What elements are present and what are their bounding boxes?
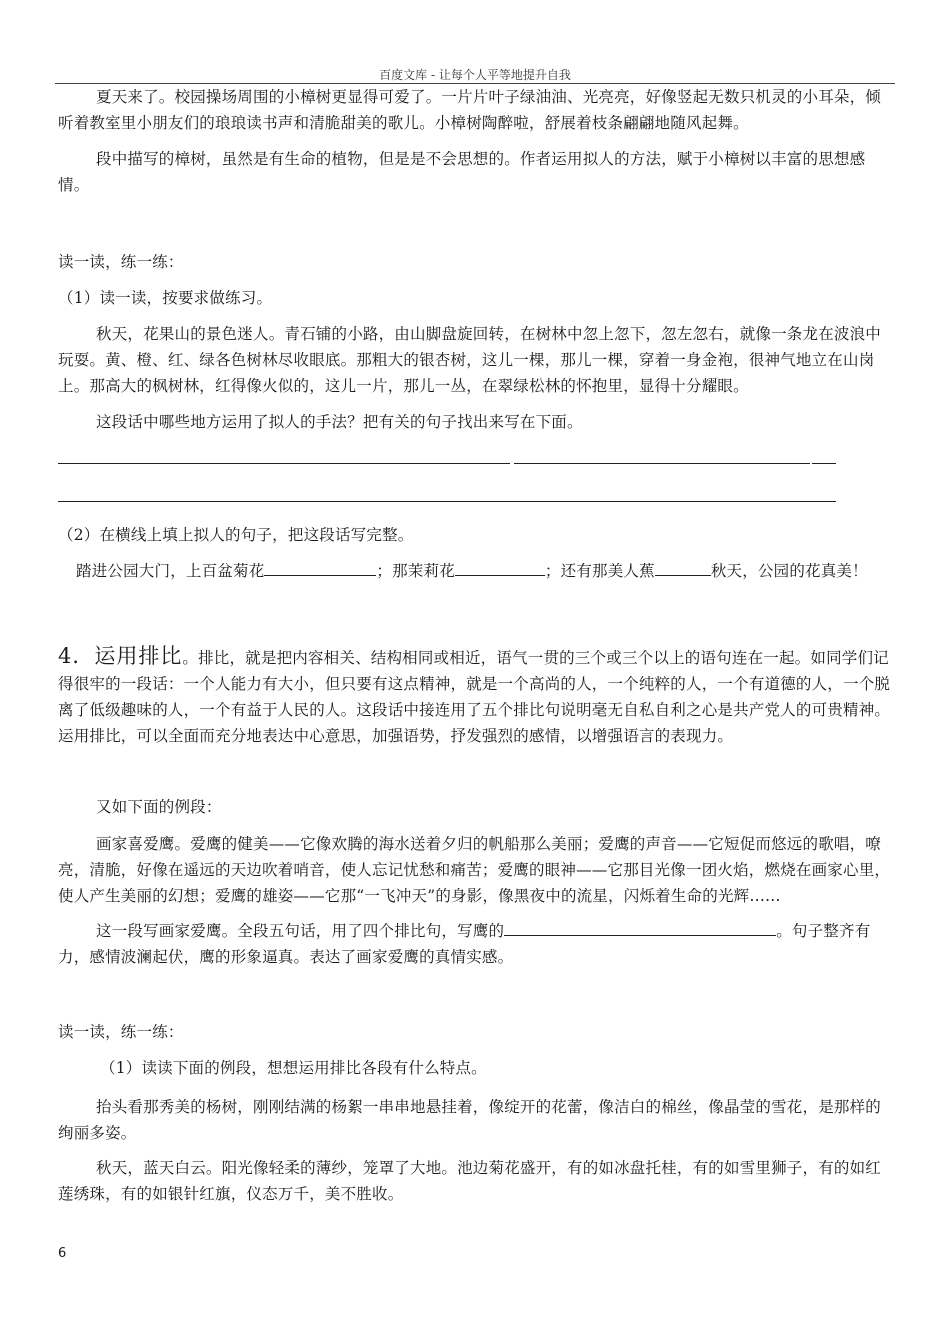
question-3-label: （1）读读下面的例段，想想运用排比各段有什么特点。 <box>100 1059 487 1077</box>
poplar-passage: 抬头看那秀美的杨树，刚刚结满的杨絮一串串地悬挂着，像绽开的花蕾，像洁白的棉丝，像晶莹的雪花，是那样的绚丽多姿。 <box>58 1098 882 1142</box>
page-number: 6 <box>58 1246 67 1261</box>
fill-part-chrysanthemum: 踏进公园大门，上百盆菊花 <box>76 562 265 580</box>
section-4-heading: 4．运用排比 <box>58 644 183 668</box>
blank-eagle-features[interactable] <box>504 919 776 936</box>
question-1-passage: 秋天，花果山的景色迷人。青石铺的小路，由山脚盘旋回转，在树林中忽上忽下，忽左忽右，就像一条龙在波浪中玩耍。黄、橙、红、绿各色树林尽收眼底。那粗大的银杏树，这儿一棵，那儿一棵，穿着一身金袍，很神气地立在山岗上。那高大的枫树林，红得像火似的，这儿一片，那儿一丛，在翠绿松林的怀抱里，显得十分耀眼。 <box>58 325 882 395</box>
fill-part-jasmine: ；那茉莉花 <box>376 562 455 580</box>
page-header: 百度文库 - 让每个人平等地提升自我 <box>379 68 571 82</box>
blank-canna[interactable] <box>655 559 711 576</box>
answer-line-1b[interactable] <box>514 463 810 464</box>
eagle-comment <box>58 918 892 970</box>
blank-jasmine[interactable] <box>455 559 545 576</box>
practice-heading-2: 读一读，练一练： <box>58 1023 184 1041</box>
section-4-intro: 。排比，就是把内容相关、结构相同或相近，语气一贯的三个或三个以上的语句连在一起。如同学们记得很牢的一段话：一个人能力有大小，但只要有这点精神，就是一个高尚的人，一个纯粹的人，一个有道德的人，一个脱离了低级趣味的人，一个有益于人民的人。这段话中接连用了五个排比句说明毫无自私自利之心是共产党人的可贵精神。运用排比，可以全面而充分地表达中心意思，加强语势，抒发强烈的感情，以增强语言的表现力。 <box>58 649 891 745</box>
eagle-comment-start: 这一段写画家爱鹰。全段五句话，用了四个排比句，写鹰的 <box>96 922 505 940</box>
question-1-prompt: 这段话中哪些地方运用了拟人的手法？把有关的句子找出来写在下面。 <box>96 413 583 431</box>
example-intro: 又如下面的例段： <box>96 798 222 816</box>
question-2-label: （2）在横线上填上拟人的句子，把这段话写完整。 <box>58 526 414 544</box>
fill-part-canna: ；还有那美人蕉 <box>544 562 655 580</box>
question-1-label: （1）读一读，按要求做练习。 <box>58 289 273 307</box>
eagle-comment-end: 。句子整齐有力，感情波澜起伏，鹰的形象逼真。表达了画家爱鹰的真情实感。 <box>58 922 871 966</box>
eagle-passage: 画家喜爱鹰。爱鹰的健美——它像欢腾的海水送着夕归的帆船那么美丽；爱鹰的声音——它短促而悠远的歌唱，嘹亮，清脆，好像在遥远的天边吹着哨音，使人忘记忧愁和痛苦；爱鹰的眼神——它那目光像一团火焰，燃烧在画家心里，使人产生美丽的幻想；爱鹰的雄姿——它那“一飞冲天”的身影，像黑夜中的流星，闪烁着生命的光辉…… <box>58 835 891 905</box>
autumn-chrysanthemum-passage: 秋天，蓝天白云。阳光像轻柔的薄纱，笼罩了大地。池边菊花盛开，有的如冰盘托桂，有的如雪里狮子，有的如红莲绣珠，有的如银针红旗，仪态万千，美不胜收。 <box>58 1159 882 1203</box>
practice-heading-1: 读一读，练一练： <box>58 253 184 271</box>
answer-line-1a[interactable] <box>58 463 510 464</box>
section-4-paragraph <box>58 643 892 749</box>
answer-line-1c[interactable] <box>812 463 836 464</box>
blank-chrysanthemum[interactable] <box>264 559 376 576</box>
paragraph-summer-camphor: 夏天来了。校园操场周围的小樟树更显得可爱了。一片片叶子绿油油、光亮亮，好像竖起无数只机灵的小耳朵，倾听着教室里小朋友们的琅琅读书声和清脆甜美的歌儿。小樟树陶醉啦，舒展着枝条翩翩地随风起舞。 <box>58 88 882 132</box>
answer-line-2[interactable] <box>58 501 836 502</box>
fill-part-ending: 秋天，公园的花真美！ <box>710 562 868 580</box>
question-2-fill-sentence <box>76 558 892 584</box>
paragraph-personification-explanation: 段中描写的樟树，虽然是有生命的植物，但是是不会思想的。作者运用拟人的方法，赋于小樟树以丰富的思想感情。 <box>58 150 866 194</box>
